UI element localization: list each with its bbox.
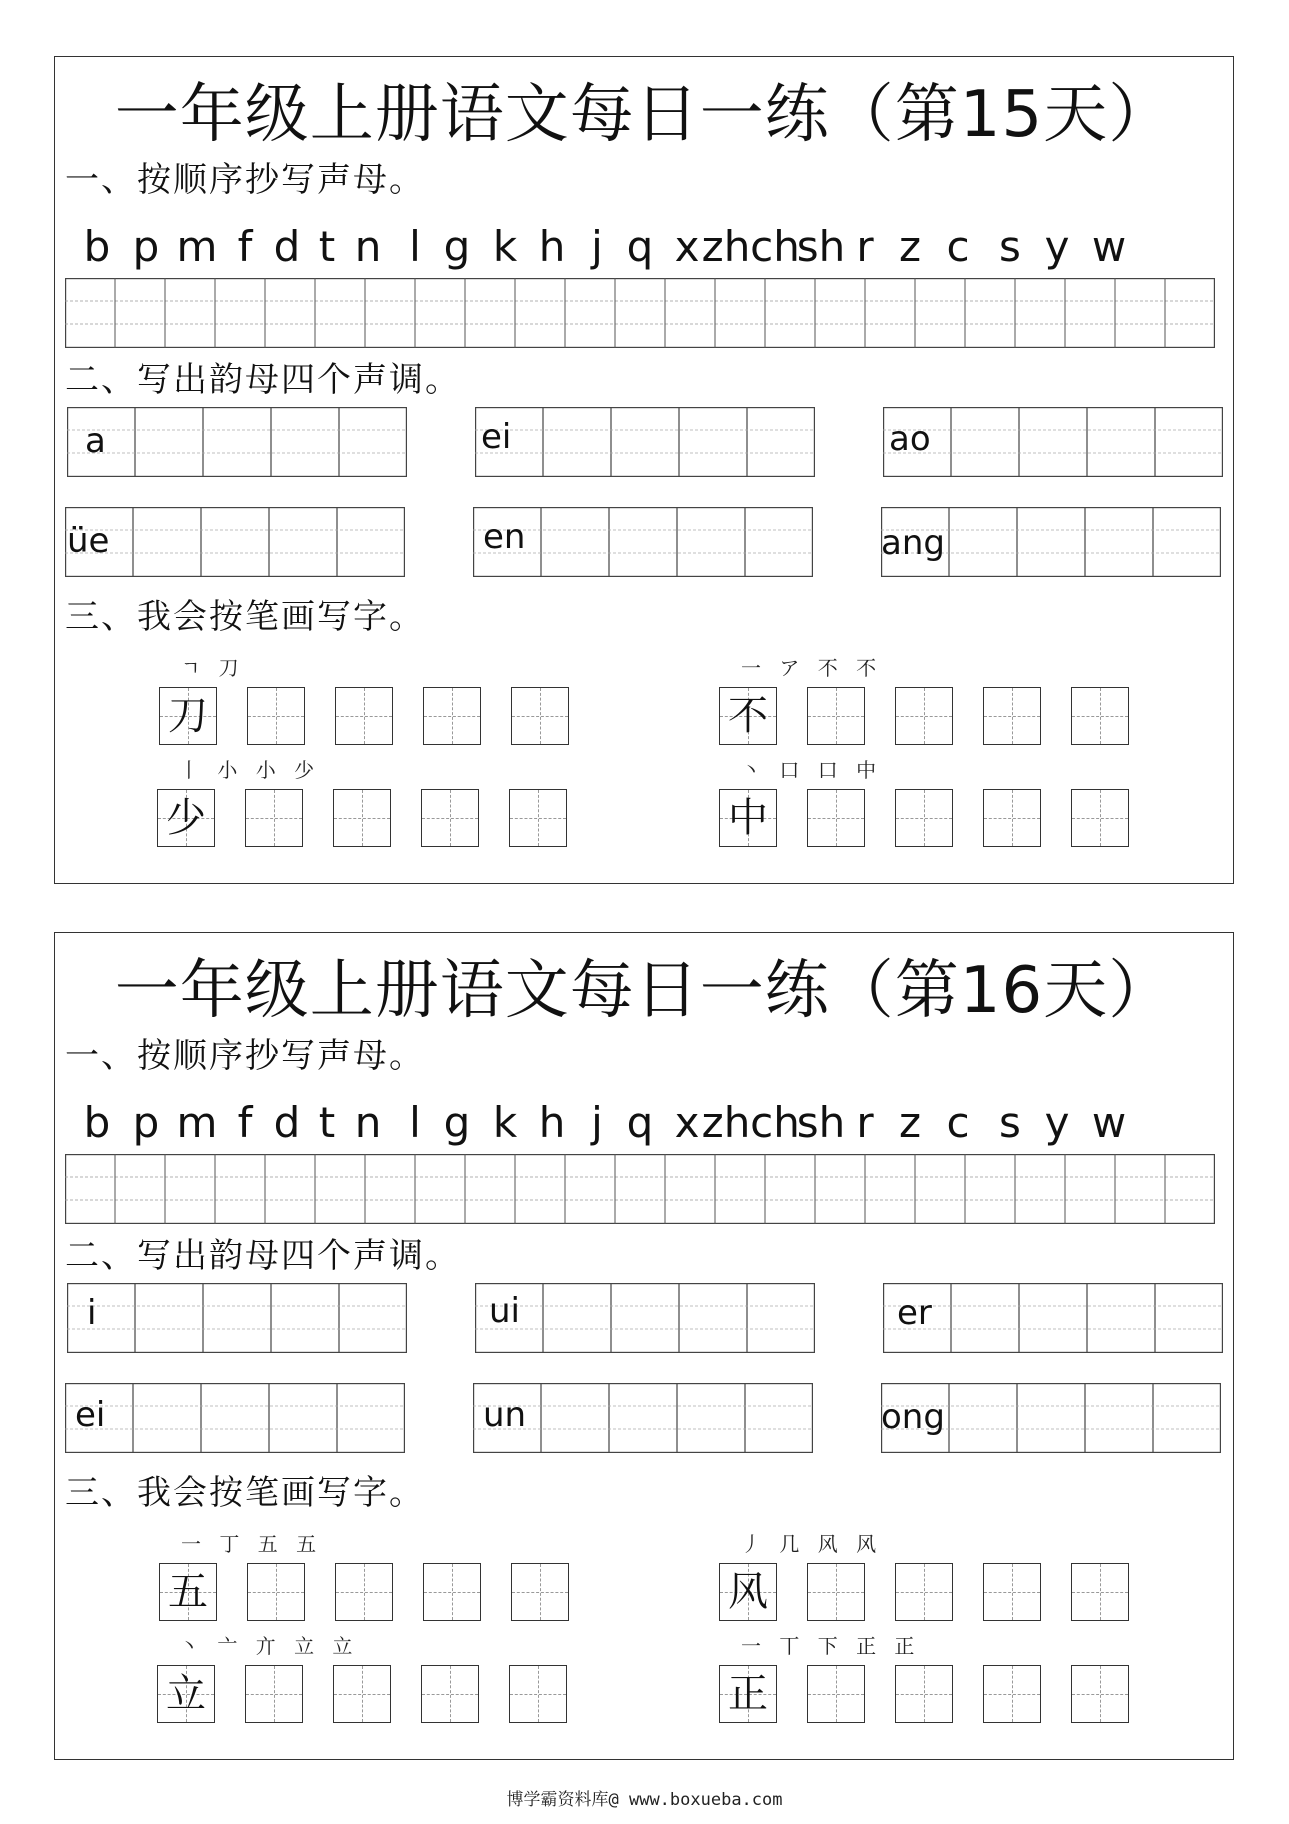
practice-box [509,789,567,847]
final-label: ao [889,419,931,459]
section-2-heading: 二、写出韵母四个声调。 [65,1236,461,1276]
practice-box [333,1665,391,1723]
worksheet-day16 [54,932,1234,1760]
practice-box [247,687,305,745]
initial-letter: b [83,1098,111,1147]
stroke-practice-block [719,1631,1139,1731]
final-label: üe [67,521,110,561]
practice-box [895,1665,953,1723]
initial-letter: m [176,1098,218,1147]
stroke-order: 一 丅 下 正 正 [741,1634,921,1658]
practice-box [807,1665,865,1723]
stroke-practice-block [719,1529,1139,1629]
four-line-writing-grid [65,278,1215,348]
worksheet-day15 [54,56,1234,884]
initial-letter: x [674,1098,700,1147]
stroke-order: 一 丁 五 五 [181,1532,323,1556]
initial-letter: f [237,222,253,271]
initial-letter: zh [701,1098,751,1147]
final-label: a [85,421,106,461]
final-tone-grid [883,407,1223,477]
practice-box [1071,1563,1129,1621]
model-character: 不 [728,693,768,739]
model-character: 正 [728,1671,768,1717]
final-label: un [483,1395,527,1435]
stroke-order: 一 ア 不 不 [741,656,883,680]
initial-letter: n [354,222,382,271]
initial-letter: y [1044,1098,1070,1147]
initial-letter: sh [796,1098,846,1147]
model-character-box [157,1665,215,1723]
initial-letter: ch [750,1098,800,1147]
practice-box [983,789,1041,847]
initials-row [75,1098,1215,1148]
practice-box [333,789,391,847]
final-tone-grid [475,1283,815,1353]
initial-letter: s [999,222,1021,271]
initial-letter: z [898,222,922,271]
initial-letter: k [492,1098,518,1147]
final-tone-grid [67,1283,407,1353]
practice-box [423,1563,481,1621]
initials-row [75,222,1215,272]
practice-box [509,1665,567,1723]
final-tone-grid [473,1383,813,1453]
initial-letter: h [538,222,566,271]
initial-letter: x [674,222,700,271]
stroke-order: 丶 口 口 中 [741,758,883,782]
initial-letter: j [591,1098,603,1147]
initial-letter: f [237,1098,253,1147]
practice-box [1071,687,1129,745]
practice-box [895,687,953,745]
model-character: 五 [168,1569,208,1615]
initial-letter: sh [796,222,846,271]
model-character: 立 [166,1671,206,1717]
model-character: 风 [728,1569,768,1615]
initial-letter: c [946,222,970,271]
final-label: ang [881,523,945,563]
stroke-order: 丶 亠 亣 立 立 [179,1634,359,1658]
section-3-heading: 三、我会按笔画写字。 [65,597,425,637]
final-label: i [87,1293,97,1333]
initial-letter: t [318,222,336,271]
model-character-box [719,1665,777,1723]
initial-letter: g [443,222,471,271]
practice-box [983,1563,1041,1621]
practice-box [807,1563,865,1621]
final-tone-grid [67,407,407,477]
stroke-practice-block [157,1631,577,1731]
practice-box [245,789,303,847]
initial-letter: d [273,222,301,271]
initial-letter: j [591,222,603,271]
model-character-box [719,1563,777,1621]
final-label: er [897,1293,932,1333]
stroke-practice-block [719,755,1139,855]
final-tone-grid [65,507,405,577]
practice-box [511,687,569,745]
practice-box [421,1665,479,1723]
worksheet-title: 一年级上册语文每日一练（第15天） [114,78,1174,152]
practice-box [511,1563,569,1621]
initial-letter: t [318,1098,336,1147]
initial-letter: g [443,1098,471,1147]
stroke-practice-block [159,1529,579,1629]
practice-box [245,1665,303,1723]
final-tone-grid [881,1383,1221,1453]
practice-box [807,789,865,847]
model-character: 少 [166,795,206,841]
section-1-heading: 一、按顺序抄写声母。 [65,160,425,200]
initial-letter: c [946,1098,970,1147]
model-character-box [719,687,777,745]
initial-letter: k [492,222,518,271]
model-character-box [159,687,217,745]
section-1-heading: 一、按顺序抄写声母。 [65,1036,425,1076]
initial-letter: l [409,222,421,271]
initial-letter: m [176,222,218,271]
initial-letter: w [1091,222,1127,271]
practice-box [335,687,393,745]
practice-box [247,1563,305,1621]
footer-watermark: 博学霸资料库@ www.boxueba.com [506,1790,783,1810]
model-character-box [719,789,777,847]
initial-letter: w [1091,1098,1127,1147]
final-tone-grid [881,507,1221,577]
practice-box [983,1665,1041,1723]
worksheet-title: 一年级上册语文每日一练（第16天） [114,954,1174,1028]
practice-box [895,1563,953,1621]
initial-letter: q [626,222,654,271]
final-tone-grid [883,1283,1223,1353]
stroke-order: ㄱ 刀 [181,656,245,680]
model-character: 刀 [168,693,208,739]
initial-letter: d [273,1098,301,1147]
stroke-order: 丿 几 风 风 [741,1532,883,1556]
stroke-order: 丨 小 小 少 [179,758,321,782]
practice-box [983,687,1041,745]
model-character: 中 [728,795,768,841]
model-character-box [157,789,215,847]
initial-letter: r [856,222,874,271]
initial-letter: r [856,1098,874,1147]
final-label: ei [75,1395,106,1435]
stroke-practice-block [719,653,1139,753]
section-3-heading: 三、我会按笔画写字。 [65,1473,425,1513]
initial-letter: ch [750,222,800,271]
initial-letter: z [898,1098,922,1147]
model-character-box [159,1563,217,1621]
initial-letter: q [626,1098,654,1147]
initial-letter: s [999,1098,1021,1147]
practice-box [335,1563,393,1621]
final-tone-grid [65,1383,405,1453]
final-tone-grid [475,407,815,477]
final-tone-grid [473,507,813,577]
practice-box [1071,789,1129,847]
initial-letter: p [132,222,160,271]
practice-box [423,687,481,745]
initial-letter: y [1044,222,1070,271]
final-label: ong [881,1397,945,1437]
initial-letter: l [409,1098,421,1147]
final-label: ei [481,417,512,457]
section-2-heading: 二、写出韵母四个声调。 [65,360,461,400]
practice-box [421,789,479,847]
final-label: ui [489,1291,520,1331]
practice-box [807,687,865,745]
final-label: en [483,517,526,557]
initial-letter: zh [701,222,751,271]
initial-letter: b [83,222,111,271]
stroke-practice-block [157,755,577,855]
practice-box [895,789,953,847]
initial-letter: n [354,1098,382,1147]
initial-letter: h [538,1098,566,1147]
initial-letter: p [132,1098,160,1147]
four-line-writing-grid [65,1154,1215,1224]
stroke-practice-block [159,653,579,753]
practice-box [1071,1665,1129,1723]
